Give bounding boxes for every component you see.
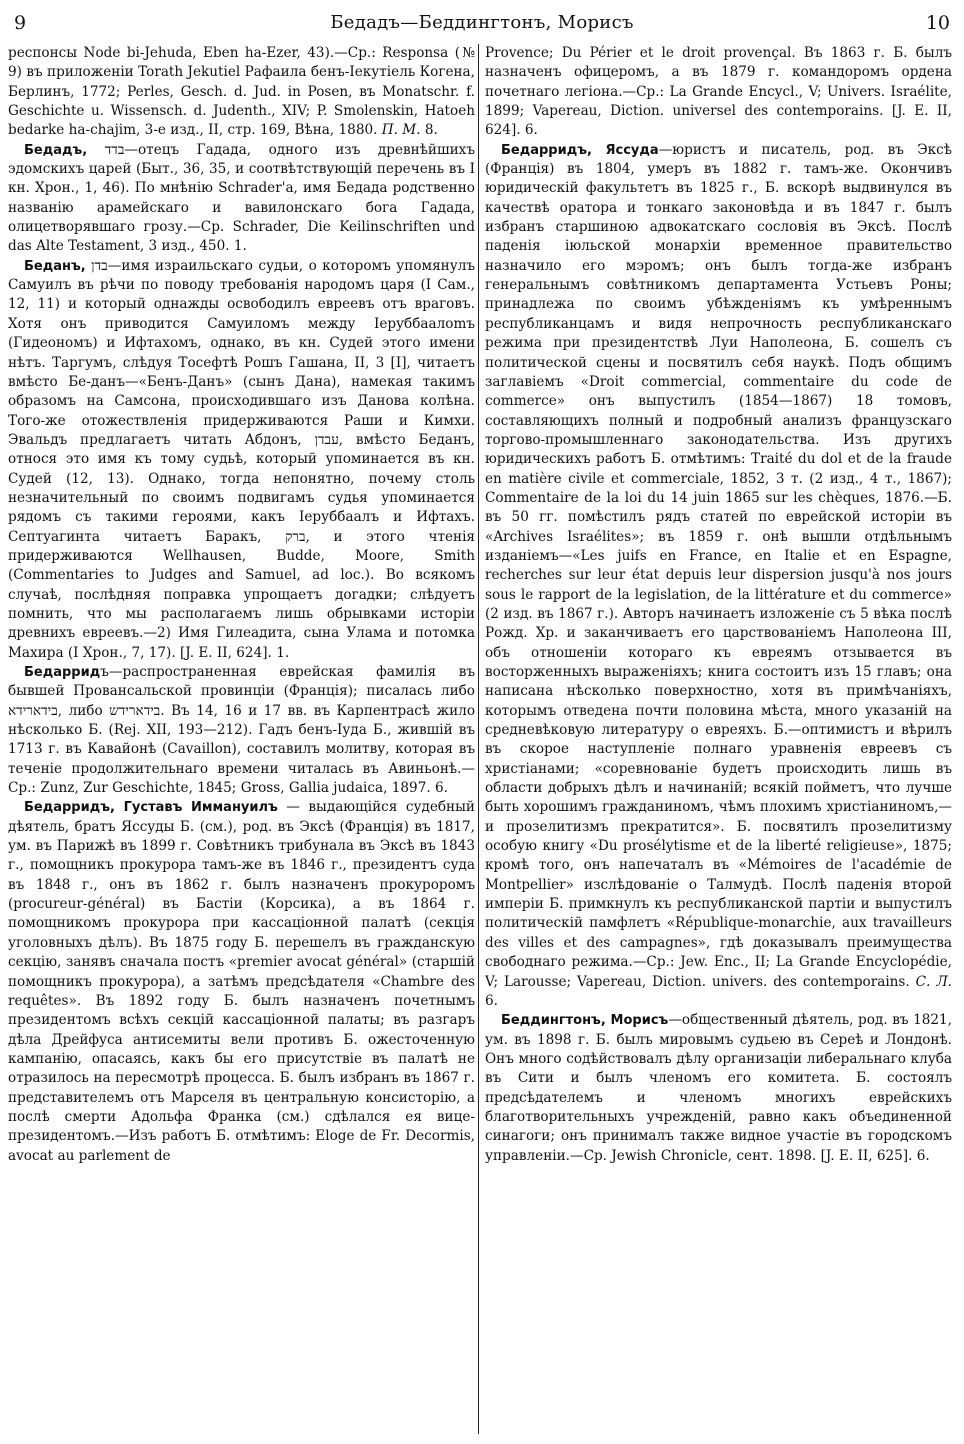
entry-continuation — [485, 44, 952, 141]
entry-text: בדד—отецъ Гадада, одного изъ древнѣйшихъ эдомскихъ царей (Быт., 36, 35, и соотвѣтствующій перечень въ I кн. Хрон., 1, 46). По мнѣнію Schrader'a, имя Бедада родственно названію арамейскаго и вавилонскаго бога Гадада, олицетворявшаго грозу.—Ср. Schrader, Die Keilinschriften und das Alte Testament, 3 изд., 450. — [8, 141, 475, 255]
entry-headword: Бедарридъ, Густавъ Иммануилъ — [24, 800, 278, 816]
entry-text: —общественный дѣятель, род. въ 1821, ум. въ 1898 г. Б. былъ мировымъ судьею въ Сереѣ и Лондонѣ. Онъ много содѣйствовалъ дѣлу организаціи либеральнаго клуба въ Сити и былъ членомъ его комитета. Б. состоялъ предсѣдателемъ и членомъ многихъ еврейскихъ благотворительныхъ учрежденій, равно какъ объединенной синагоги; онъ принималъ также видное участіе въ городскомъ управленіи.—Ср. Jewish Chronicle, сент. 1898. [J. E. II, 625]. — [485, 1012, 952, 1164]
entry-text: —юристъ и писатель, род. въ Эксѣ (Франція) въ 1804, умеръ въ 1882 г. тамъ-же. Окончивъ юридическій факультетъ въ 1825 г., Б. вскорѣ выдвинулся въ качествѣ оратора и тонкаго законовѣда и въ 1847 г. былъ избранъ старшиною адвокатскаго сословія въ Эксѣ. Послѣ паденія іюльской монархіи временное правительство назначило его мэромъ; онъ былъ тогда-же избранъ генеральнымъ совѣтникомъ департамента Устьевъ Роны; принадлежа по своимъ убѣжденіямъ къ умѣреннымъ республиканцамъ и видя непрочность республиканскаго режима при президентствѣ Луи Наполеона, Б. сошелъ съ политической сцены и посвятилъ себя наукѣ. Подъ общимъ заглавіемъ «Droit commercial, commentaire du code de commerce» онъ выпустилъ (1854—1867) 18 томовъ, составляющихъ полный и подробный анализъ французскаго торгово-промышленнаго законодательства. Изъ другихъ юридическихъ работъ Б. отмѣтимъ: Traité du dol et de la fraude en matière civile et commerciale, 1852, 3 т. (2 изд., 4 т., 1867); Commentaire de la loi du 14 juin 1865 sur les chèques, 1876.—Б. въ 50 гг. помѣстилъ рядъ статей по еврейской исторіи въ «Archives Israélites»; въ 1859 г. онѣ вышли отдѣльнымъ изданіемъ—«Les juifs en France, en Italie et en Espagne, recherches sur leur état depuis leur dispersion jusqu'à nos jours sous le rapport de la legislation, de la littérature et du commerce» (2 изд. въ 1867 г.). Авторъ начинаетъ изложеніе съ 5 вѣка послѣ Рожд. Хр. и заканчиваетъ его царствованіемъ Наполеона III, объ отношеніи котораго къ евреямъ отзывается въ восторженныхъ выраженіяхъ; книга состоитъ изъ 15 главъ; она написана нѣсколько поверхностно, хотя въ примѣчаніяхъ, которымъ отведена почти половина мѣста, много указаній на средневѣковую литературу о евреяхъ. Б.—оптимистъ и вѣрилъ въ скорое наступленіе полнаго уравненія евреевъ съ христіанами; «соревнованіе будетъ происходить лишь въ области добрыхъ дѣлъ и начинаній; всякій пойметъ, что лучше быть хорошимъ гражданиномъ, чѣмъ плохимъ христіаниномъ,—и прозелитизмъ прекратится». Б. посвятилъ прозелитизму особую книгу «Du prosélytisme et de la liberté religieuse», 1875; кромѣ того, онъ напечаталъ въ «Mémoires de l'académie de Montpellier» изслѣдованіе о Талмудѣ. Послѣ паденія второй имперіи Б. примкнулъ къ республиканской партіи и выпустилъ политическій памфлетъ «République-monarchie, aux travailleurs des villes et des campagnes», гдѣ доказывалъ преимущества свободнаго режима.—Ср.: Jew. Enc., II; La Grande Encyclopédie, V; Larousse; Vapereau, Diction. univers. des contemporains. — [485, 141, 952, 990]
running-title: Бедадъ—Беддингтонъ, Морисъ — [330, 12, 634, 33]
page-number-right: 10 — [925, 12, 950, 34]
entry-headword: Бедадъ, — [24, 142, 88, 158]
entry-bedarrides-jassuda — [485, 141, 952, 1011]
entry-bedarrides-gustave — [8, 798, 475, 1166]
entry-headword: Бедаррид — [24, 665, 101, 680]
entry-headword: Беддингтонъ, Морисъ — [501, 1013, 669, 1029]
entry-text: — выдающійся судебный дѣятель, братъ Яссуды Б. (см.), род. въ Эксѣ (Франція) въ 1817, ум. въ Парижѣ въ 1899 г. Совѣтникъ трибунала въ Эксѣ въ 1843 г., помощникъ прокурора тамъ-же въ 1846 г., президентъ суда въ 1848 г., онъ въ 1862 г. былъ назначенъ прокуроромъ (procureur-général) въ Бастіи (Корсика), а въ 1864 г. помощникомъ прокурора при кассаціонной палатѣ (секція уголовныхъ дѣлъ). Въ 1875 году Б. перешелъ въ гражданскую секцію, занявъ сначала постъ «premier avocat général» (старшій помощникъ прокурора), а затѣмъ предсѣдателя «Chambre des requêtes». Въ 1892 году Б. былъ назначенъ почетнымъ президентомъ всѣхъ секцій кассаціонной палаты; въ разгаръ дѣла Дрейфуса антисемиты вели противъ Б. ожесточенную кампанію, опасаясь, какъ бы его присутствіе въ палатѣ не отразилось на пересмотрѣ процесса. Б. былъ избранъ въ 1867 г. представителемъ отъ Марселя въ центральную консисторію, а послѣ смерти Адольфа Франка (см.) сдѣлался ея вице-президентомъ.—Изъ работъ Б. отмѣтимъ: Eloge de Fr. Decormis, avocat au parlement de — [8, 799, 475, 1164]
entry-continuation — [8, 44, 475, 141]
entry-text: בדן—имя израильскаго судьи, о которомъ упомянулъ Самуилъ въ рѣчи по поводу требованія народомъ царя (I Сам., 12, 11) и который однажды освободилъ евреевъ отъ враговъ. Хотя онъ приводится Самуиломъ между Іеруббаалomъ (Гидеономъ) и Ифтахомъ, однако, въ кн. Судей этого имени нѣтъ. Таргумъ, слѣдуя Тосефтѣ Рошъ Гашана, II, 3 [I], читаетъ вмѣсто Бе-данъ—«Бенъ-Данъ» (сынъ Дана), намекая такимъ образомъ на Самсона, происходившаго изъ Данова колѣна. Того-же отожествленія придерживаются Раши и Кимхи. Эвальдъ предлагаетъ читать Абдонъ, עבדן, вмѣсто Беданъ, относя это имя къ тому судьѣ, который упоминается въ кн. Судей (12, 13). Однако, тогда непонятно, почему столь незначительный по своимъ подвигамъ судья упоминается рядомъ съ такими героями, какъ Іеруббаалъ и Ифтахъ. Септуагинта читаетъ Баракъ, ברק, и этого чтенія придерживаются Wellhausen, Budde, Moore, Smith (Commentaries to Judges and Samuel, ad loc.). Во всякомъ случаѣ, послѣдняя поправка упрощаетъ догадки; слѣдуетъ помнить, что мы располагаемъ лишь обрывками исторіи древнихъ евреевъ.—2) Имя Гилеадита, сына Улама и потомка Махира (I Хрон., 7, 17). [J. E. II, 624]. — [8, 257, 475, 661]
entry-bedad — [8, 141, 475, 257]
entry-text: Provence; Du Périer et le droit provençal. Въ 1863 г. Б. былъ назначенъ офицеромъ, а въ 1879 г. командоромъ ордена почетнаго легіона.—Ср.: La Grande Encycl., V; Univers. Israélite, 1899; Vapereau, Diction. universel des contemporains. [J. E. II, 624]. — [485, 45, 952, 139]
left-column — [8, 44, 475, 1434]
source-number: 8. — [424, 122, 438, 139]
page-number-left: 9 — [14, 12, 27, 34]
source-number: 6. — [916, 1147, 930, 1164]
source-number: 6. — [435, 780, 448, 797]
entry-bedan — [8, 257, 475, 663]
column-divider — [478, 44, 479, 1434]
entry-headword: Бедарридъ, Яссуда — [501, 142, 659, 158]
entry-text: респонсы Node bi-Jehuda, Eben ha-Ezer, 43).—Ср.: Responsa (№ 9) въ приложеніи Torath Jekutiel Рафаила бенъ-Іекутіель Когена, Берлинъ, 1772; Perles, Gesch. d. Jud. in Posen, въ Monatschr. f. Geschichte u. Wissensch. d. Judenth., XIV; P. Smolenskin, Hatoeh bedarke ha-chajim, 3-е изд., II, стр. 169, Вѣна, 1880. — [8, 45, 475, 139]
page-header — [0, 10, 964, 40]
author-signature: П. М. — [381, 122, 421, 139]
right-column — [485, 44, 952, 1434]
source-number: 1. — [233, 238, 247, 255]
entry-beddington-maurice — [485, 1011, 952, 1166]
entry-bedarrides-family — [8, 663, 475, 798]
source-number: 6. — [524, 122, 538, 139]
source-number: 6. — [485, 992, 498, 1009]
entry-headword: Беданъ, — [24, 258, 86, 274]
source-number: 1. — [276, 644, 290, 661]
author-signature: С. Л. — [915, 973, 952, 990]
entry-text: ъ—распространенная еврейская фамилія въ бывшей Провансальской провинціи (Франція); писалась либо בידארידא, либо בידארידש. Въ 14, 16 и 17 вв. въ Карпентрасѣ жило нѣсколько Б. (Rej. XII, 193—212). Гадъ бенъ-Іуда Б., жившій въ 1713 г. въ Кавайонѣ (Cavaillon), составилъ молитву, которая въ теченіе продолжительнаго времени читалась въ Авиньонѣ.—Ср.: Zunz, Zur Geschichte, 1845; Gross, Gallia judaica, 1897. — [8, 664, 475, 797]
